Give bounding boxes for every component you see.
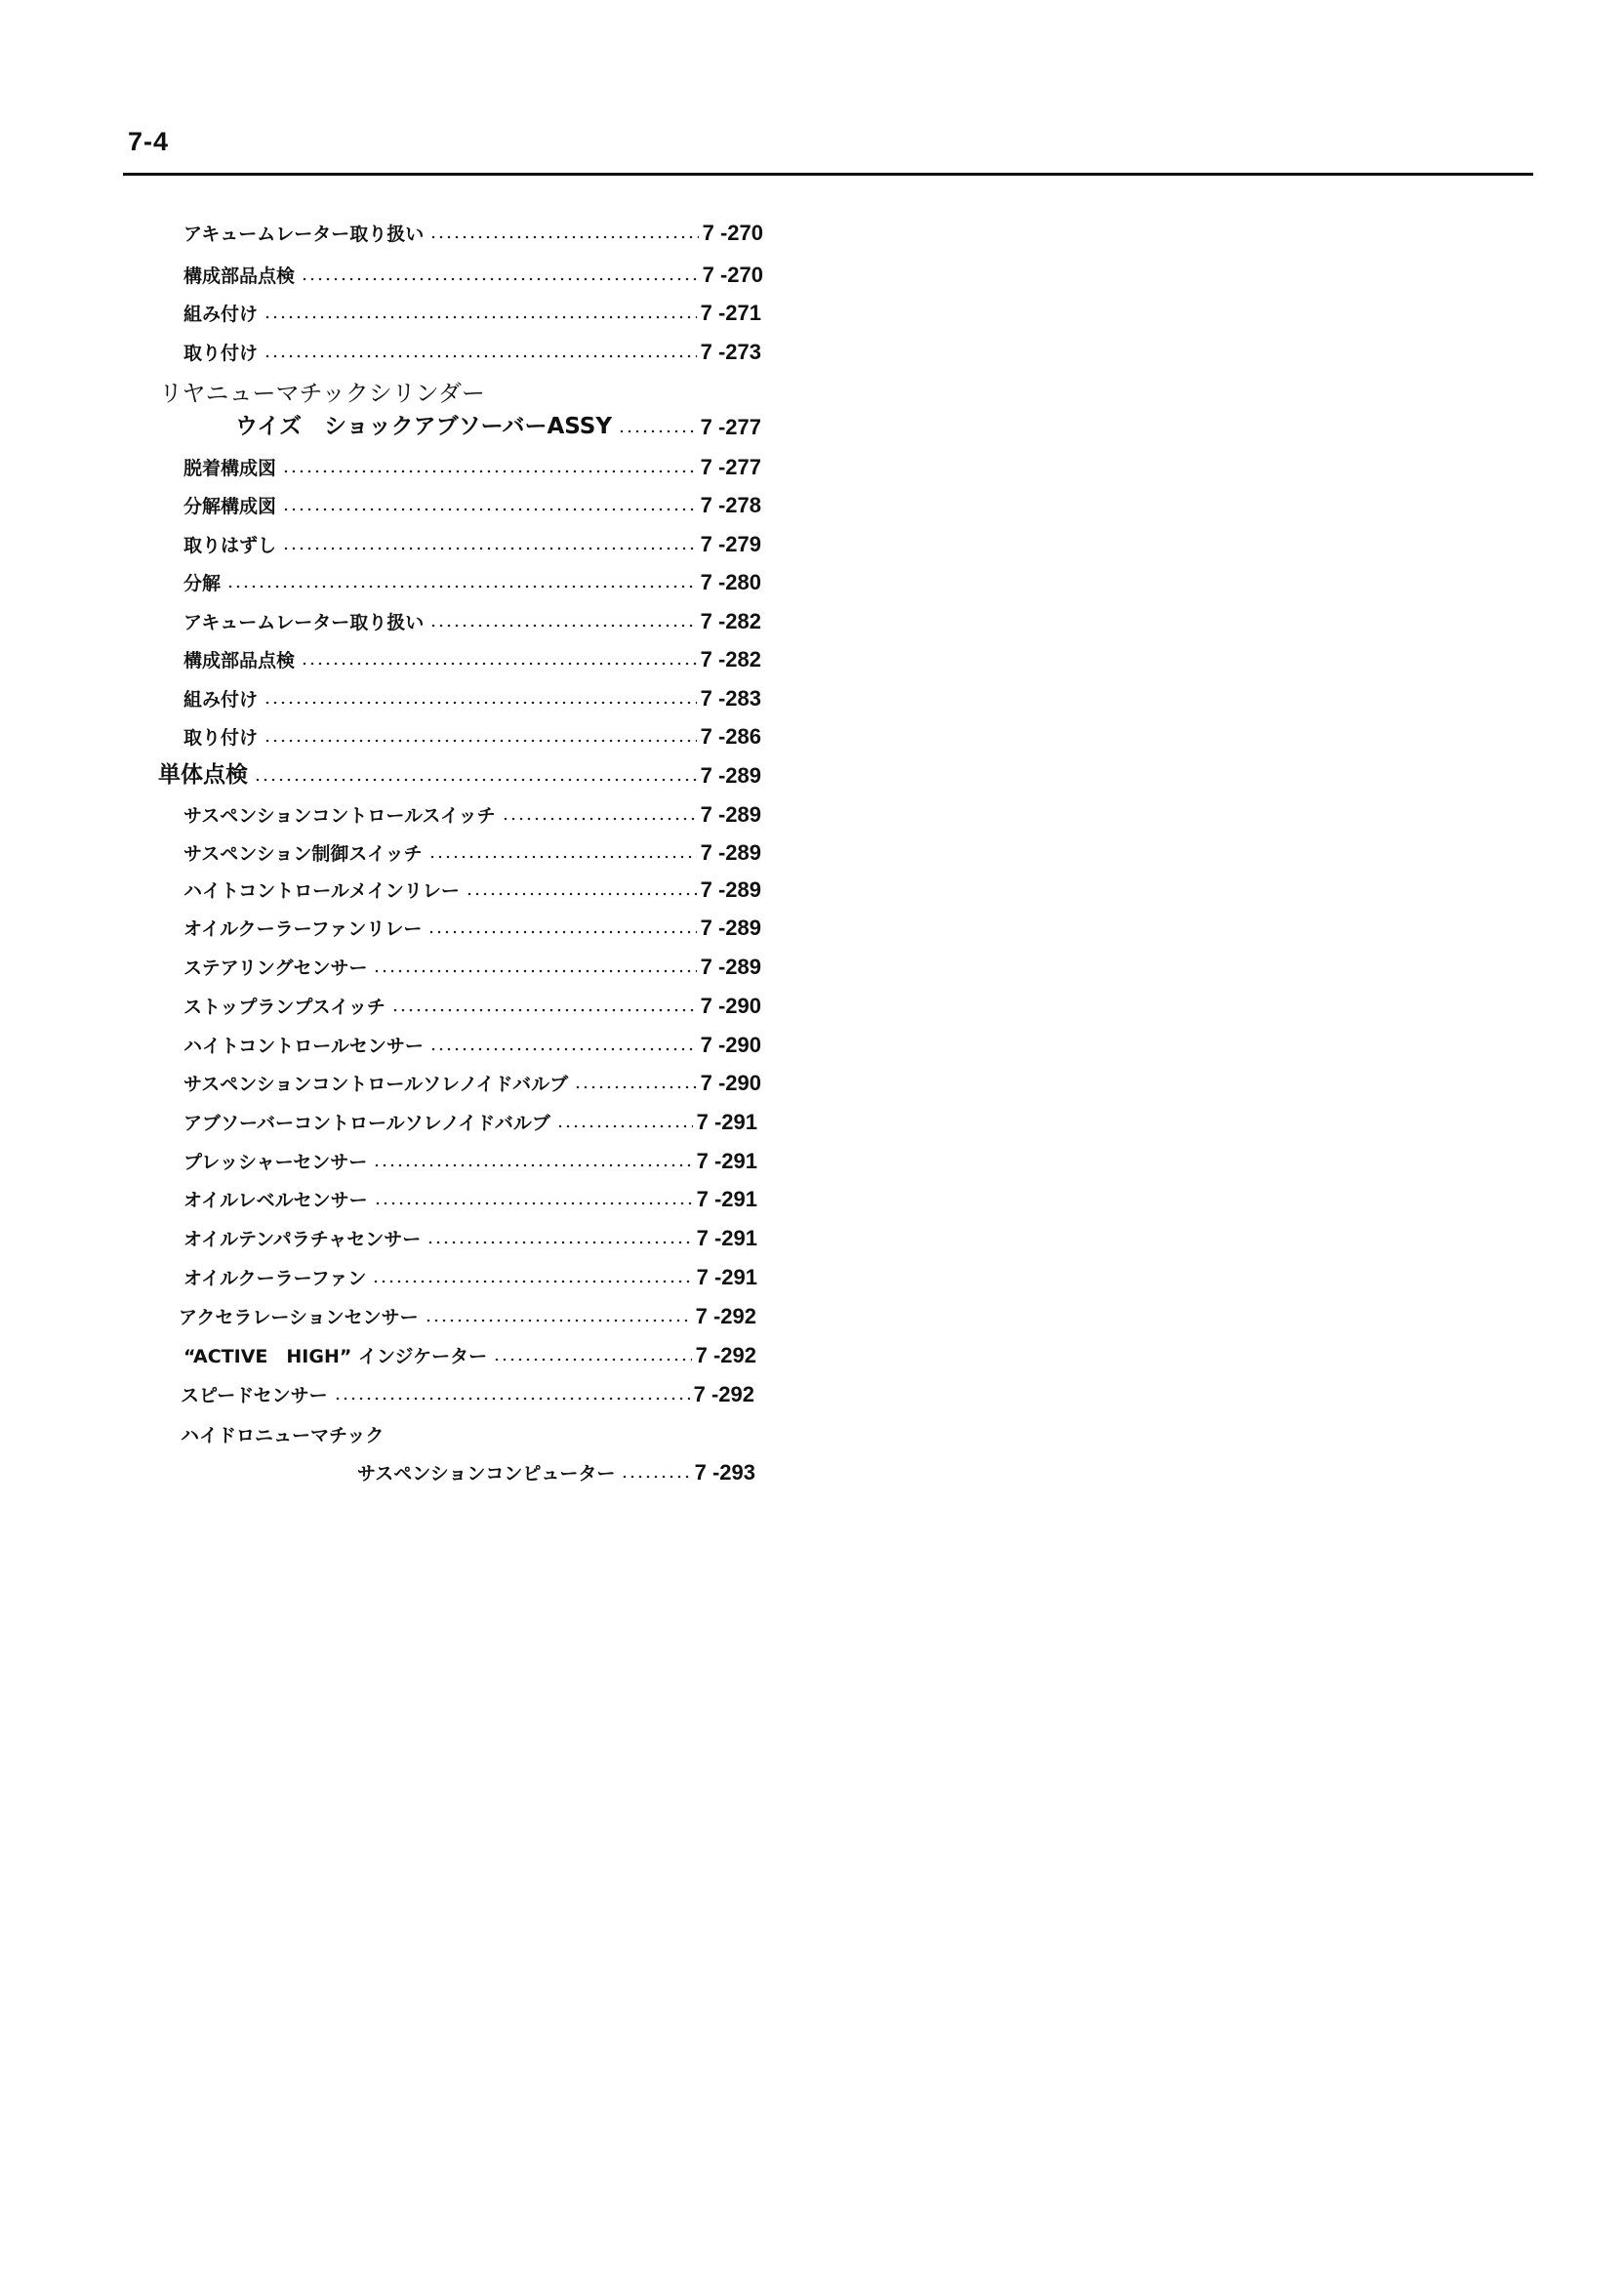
toc-entry[interactable] [181, 1378, 754, 1407]
dot-leader [427, 929, 696, 935]
toc-entry[interactable] [183, 720, 761, 750]
toc-entry[interactable] [158, 759, 761, 789]
toc-entry-page: 7 -289 [700, 955, 761, 979]
dot-leader [264, 353, 697, 359]
toc-entry[interactable] [183, 217, 763, 246]
toc-entry-page: 7 -280 [700, 570, 761, 594]
dot-leader [574, 1084, 696, 1090]
toc-entry-page: 7 -292 [695, 1343, 756, 1367]
toc-entry-label: ステアリングセンサー [183, 957, 368, 979]
toc-entry-label: 分解 [183, 573, 222, 594]
toc-entry[interactable] [183, 643, 761, 672]
dot-leader [425, 1318, 692, 1323]
toc-entry-label: 単体点検 [158, 762, 248, 788]
toc-entry[interactable] [183, 1067, 761, 1096]
dot-leader [282, 546, 697, 551]
dot-leader [391, 1007, 697, 1013]
toc-entry-page: 7 -293 [694, 1460, 755, 1485]
toc-entry-label: アブソーバーコントロールソレノイドバルブ [183, 1113, 550, 1134]
toc-entry-page: 7 -282 [700, 609, 761, 633]
dot-leader [374, 1201, 693, 1206]
toc-entry-page: 7 -289 [700, 763, 761, 788]
dot-leader [301, 661, 697, 667]
dot-leader [556, 1123, 693, 1129]
toc-entry-page: 7 -282 [700, 647, 761, 672]
toc-entry[interactable] [183, 605, 761, 634]
toc-entry-page: 7 -291 [696, 1187, 757, 1211]
toc-entry-label: オイルレベルセンサー [183, 1190, 368, 1211]
toc-entry-label: “ACTIVE HIGH” インジケーター [183, 1346, 488, 1367]
toc-entry-label: 構成部品点検 [183, 265, 296, 287]
toc-entry-page: 7 -270 [702, 221, 763, 245]
toc-entry[interactable] [183, 836, 761, 866]
toc-entry-page: 7 -271 [700, 301, 761, 325]
toc-entry[interactable] [183, 1145, 757, 1174]
dot-leader [429, 623, 696, 629]
dot-leader [502, 816, 697, 822]
toc-entry-label: アクセラレーションセンサー [179, 1307, 419, 1328]
dot-leader [621, 1474, 690, 1480]
section-heading: ハイドロニューマチック [181, 1425, 385, 1446]
toc-entry[interactable] [357, 1456, 755, 1486]
toc-entry[interactable] [183, 912, 761, 941]
toc-entry-page: 7 -278 [700, 493, 761, 517]
toc-entry-page: 7 -289 [700, 916, 761, 940]
toc-entry-label: ウイズ ショックアブソーバーASSY [235, 414, 613, 439]
toc-entry-label: サスペンション制御スイッチ [183, 843, 423, 865]
toc-entry-label: ハイトコントロールセンサー [183, 1036, 424, 1057]
toc-entry[interactable] [179, 1300, 756, 1329]
toc-entry-label: オイルクーラーファンリレー [183, 918, 423, 940]
dot-leader [428, 854, 697, 860]
toc-entry-label: アキュームレーター取り扱い [183, 224, 425, 245]
toc-entry[interactable] [183, 1183, 757, 1212]
dot-leader [334, 1396, 690, 1402]
toc-entry-page: 7 -289 [700, 840, 761, 865]
toc-entry-page: 7 -273 [700, 340, 761, 364]
toc-entry-page: 7 -291 [696, 1265, 757, 1289]
dot-leader [373, 1162, 692, 1168]
toc-entry[interactable] [183, 1261, 757, 1290]
toc-entry-page: 7 -290 [700, 1033, 761, 1057]
toc-entry-label: 分解構成図 [183, 496, 277, 517]
toc-entry-page: 7 -290 [700, 1071, 761, 1095]
toc-entry-page: 7 -277 [700, 455, 761, 479]
toc-entry[interactable] [183, 1029, 761, 1058]
toc-entry-page: 7 -286 [700, 724, 761, 749]
toc-entry-page: 7 -290 [700, 994, 761, 1018]
dot-leader [301, 276, 699, 282]
dot-leader [429, 234, 698, 240]
dot-leader [493, 1357, 691, 1363]
dot-leader [226, 584, 697, 590]
dot-leader [373, 968, 696, 974]
dot-leader [466, 891, 697, 897]
toc-entry-page: 7 -277 [700, 415, 761, 439]
toc-entry-label: 構成部品点検 [183, 650, 296, 672]
toc-entry-label: アキュームレーター取り扱い [183, 612, 425, 633]
toc-entry-label: サスペンションコントロールスイッチ [183, 805, 496, 827]
toc-entry-label: ハイトコントロールメインリレー [183, 880, 460, 902]
toc-entry-page: 7 -291 [696, 1226, 757, 1250]
dot-leader [264, 738, 697, 744]
toc-entry[interactable] [183, 259, 763, 288]
toc-entry[interactable] [183, 682, 761, 712]
toc-entry[interactable] [183, 1222, 757, 1251]
toc-entry-label: 取り付け [183, 343, 259, 364]
toc-entry-label: オイルクーラーファン [183, 1268, 367, 1289]
toc-entry[interactable] [183, 798, 761, 828]
toc-entry-page: 7 -289 [700, 802, 761, 827]
toc-entry-label: 取りはずし [183, 535, 277, 556]
toc-entry-page: 7 -292 [693, 1382, 754, 1406]
toc-entry[interactable] [235, 411, 761, 440]
toc-entry-page: 7 -292 [695, 1304, 756, 1328]
dot-leader [282, 507, 697, 512]
dot-leader [254, 777, 697, 783]
page-number: 7-4 [128, 127, 170, 156]
toc-entry[interactable] [183, 528, 761, 557]
toc-entry[interactable] [183, 489, 761, 518]
toc-entry-label: 組み付け [183, 689, 259, 711]
toc-entry[interactable] [183, 951, 761, 980]
section-heading: リヤニューマチックシリンダー [159, 380, 485, 407]
toc-entry-page: 7 -291 [696, 1149, 757, 1173]
dot-leader [264, 700, 697, 706]
dot-leader [264, 314, 697, 320]
toc-entry-label: 取り付け [183, 727, 259, 749]
toc-entry[interactable] [183, 451, 761, 480]
dot-leader [282, 468, 697, 474]
toc-entry-label: オイルテンパラチャセンサー [183, 1229, 422, 1250]
toc-entry-page: 7 -279 [700, 532, 761, 556]
toc-entry-page: 7 -291 [696, 1110, 757, 1134]
toc-entry[interactable] [183, 1339, 756, 1368]
dot-leader [429, 1046, 697, 1052]
dot-leader [372, 1279, 692, 1284]
toc-entry-page: 7 -283 [700, 686, 761, 711]
toc-entry-label: サスペンションコントロールソレノイドバルブ [183, 1074, 569, 1095]
toc-entry[interactable] [183, 336, 761, 365]
toc-entry-label: サスペンションコンピューター [357, 1463, 616, 1485]
toc-entry[interactable] [183, 990, 761, 1019]
toc-entry-label: プレッシャーセンサー [183, 1152, 368, 1173]
toc-entry[interactable] [183, 566, 761, 595]
dot-leader [426, 1240, 692, 1245]
toc-entry-page: 7 -289 [700, 877, 761, 902]
toc-entry-label: ストップランプスイッチ [183, 997, 386, 1018]
toc-entry-label: スピードセンサー [181, 1385, 328, 1406]
toc-entry[interactable] [183, 297, 761, 326]
toc-entry-label: 組み付け [183, 304, 259, 325]
dot-leader [618, 428, 697, 434]
toc-entry[interactable] [183, 874, 761, 903]
toc-entry[interactable] [183, 1106, 757, 1135]
toc-entry-label: 脱着構成図 [183, 458, 277, 479]
toc-entry-page: 7 -270 [702, 263, 763, 287]
